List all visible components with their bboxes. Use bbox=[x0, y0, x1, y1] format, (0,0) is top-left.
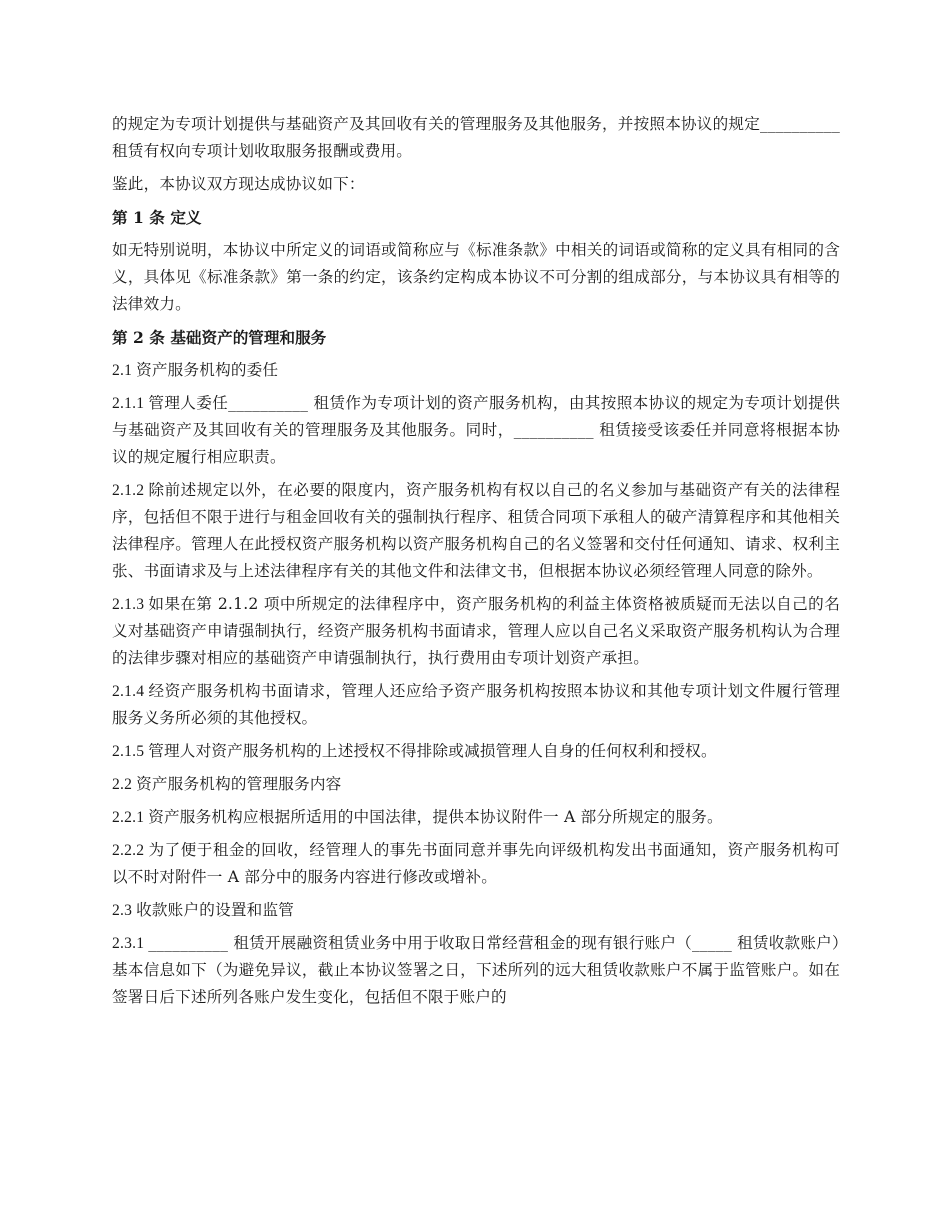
section-number: 2.3 bbox=[112, 902, 133, 919]
clause-text: 经资产服务机构书面请求，管理人还应给予资产服务机构按照本协议和其他专项计划文件履行管理服务义务所必须的其他授权。 bbox=[112, 682, 840, 727]
clause-number: 2.2.1 bbox=[112, 809, 145, 826]
clause-2-1-3 bbox=[112, 591, 840, 672]
clause-2-1-4 bbox=[112, 678, 840, 732]
paragraph-intro: 的规定为专项计划提供与基础资产及其回收有关的管理服务及其他服务，并按照本协议的规定__________ 租赁有权向专项计划收取服务报酬或费用。 bbox=[112, 115, 840, 160]
clause-text: 除前述规定以外，在必要的限度内，资产服务机构有权以自己的名义参加与基础资产有关的法律程序，包括但不限于进行与租金回收有关的强制执行程序、租赁合同项下承租人的破产清算程序和其他相关法律程序。管理人在此授权资产服务机构以资产服务机构自己的名义签署和交付任何通知、请求、权利主张、书面请求及与上述法律程序有关的其他文件和法律文书，但根据本协议必须经管理人同意的除外。 bbox=[112, 481, 840, 580]
section-number: 2.1 bbox=[112, 362, 133, 379]
clause-2-2-1 bbox=[112, 804, 840, 831]
clause-text: 管理人对资产服务机构的上述授权不得排除或减损管理人自身的任何权利和授权。 bbox=[148, 742, 717, 760]
section-number: 2.2 bbox=[112, 776, 133, 793]
clause-text: 为了便于租金的回收，经管理人的事先书面同意并事先向评级机构发出书面通知，资产服务机构可以不时对附件一 A 部分中的服务内容进行修改或增补。 bbox=[112, 841, 840, 886]
clause-text: 资产服务机构应根据所适用的中国法律，提供本协议附件一 A 部分所规定的服务。 bbox=[148, 808, 723, 826]
paragraph-whereas: 鉴此，本协议双方现达成协议如下： bbox=[112, 175, 365, 193]
clause-2-1-1 bbox=[112, 390, 840, 471]
clause-number: 2.1.1 bbox=[112, 395, 145, 412]
clause-number: 2.1.2 bbox=[112, 482, 145, 499]
article-2-heading: 第 2 条 基础资产的管理和服务 bbox=[112, 328, 327, 347]
section-text: 资产服务机构的管理服务内容 bbox=[136, 775, 342, 793]
clause-number: 2.1.5 bbox=[112, 743, 145, 760]
section-2-2 bbox=[112, 771, 840, 798]
clause-2-1-5 bbox=[112, 738, 840, 765]
clause-number: 2.3.1 bbox=[112, 935, 145, 952]
clause-text: 如果在第 2.1.2 项中所规定的法律程序中，资产服务机构的利益主体资格被质疑而无法以自己的名义对基础资产申请强制执行，经资产服务机构书面请求，管理人应以自己名义采取资产服务机构认为合理的法律步骤对相应的基础资产申请强制执行，执行费用由专项计划资产承担。 bbox=[112, 595, 840, 667]
section-text: 资产服务机构的委任 bbox=[136, 361, 279, 379]
clause-number: 2.1.3 bbox=[112, 596, 145, 613]
document-page bbox=[112, 111, 840, 1017]
section-text: 收款账户的设置和监管 bbox=[136, 901, 295, 919]
clause-text: __________ 租赁开展融资租赁业务中用于收取日常经营租金的现有银行账户（_____ 租赁收款账户）基本信息如下（为避免异议，截止本协议签署之日，下述所列的远大租赁收款账户不属于监管账户。如在签署日后下述所列各账户发生变化，包括但不限于账户的 bbox=[112, 934, 840, 1006]
clause-2-1-2 bbox=[112, 477, 840, 585]
clause-text: 管理人委任__________ 租赁作为专项计划的资产服务机构，由其按照本协议的规定为专项计划提供与基础资产及其回收有关的管理服务及其他服务。同时，__________ 租赁接受该委任并同意将根据本协议的规定履行相应职责。 bbox=[112, 394, 840, 466]
paragraph-definitions: 如无特别说明，本协议中所定义的词语或简称应与《标准条款》中相关的词语或简称的定义具有相同的含义，具体见《标准条款》第一条的约定，该条约定构成本协议不可分割的组成部分，与本协议具有相等的法律效力。 bbox=[112, 241, 840, 313]
clause-2-3-1 bbox=[112, 930, 840, 1011]
clause-2-2-2 bbox=[112, 837, 840, 891]
section-2-1 bbox=[112, 357, 840, 384]
section-2-3 bbox=[112, 897, 840, 924]
clause-number: 2.2.2 bbox=[112, 842, 145, 859]
clause-number: 2.1.4 bbox=[112, 683, 145, 700]
article-1-heading: 第 1 条 定义 bbox=[112, 208, 202, 227]
